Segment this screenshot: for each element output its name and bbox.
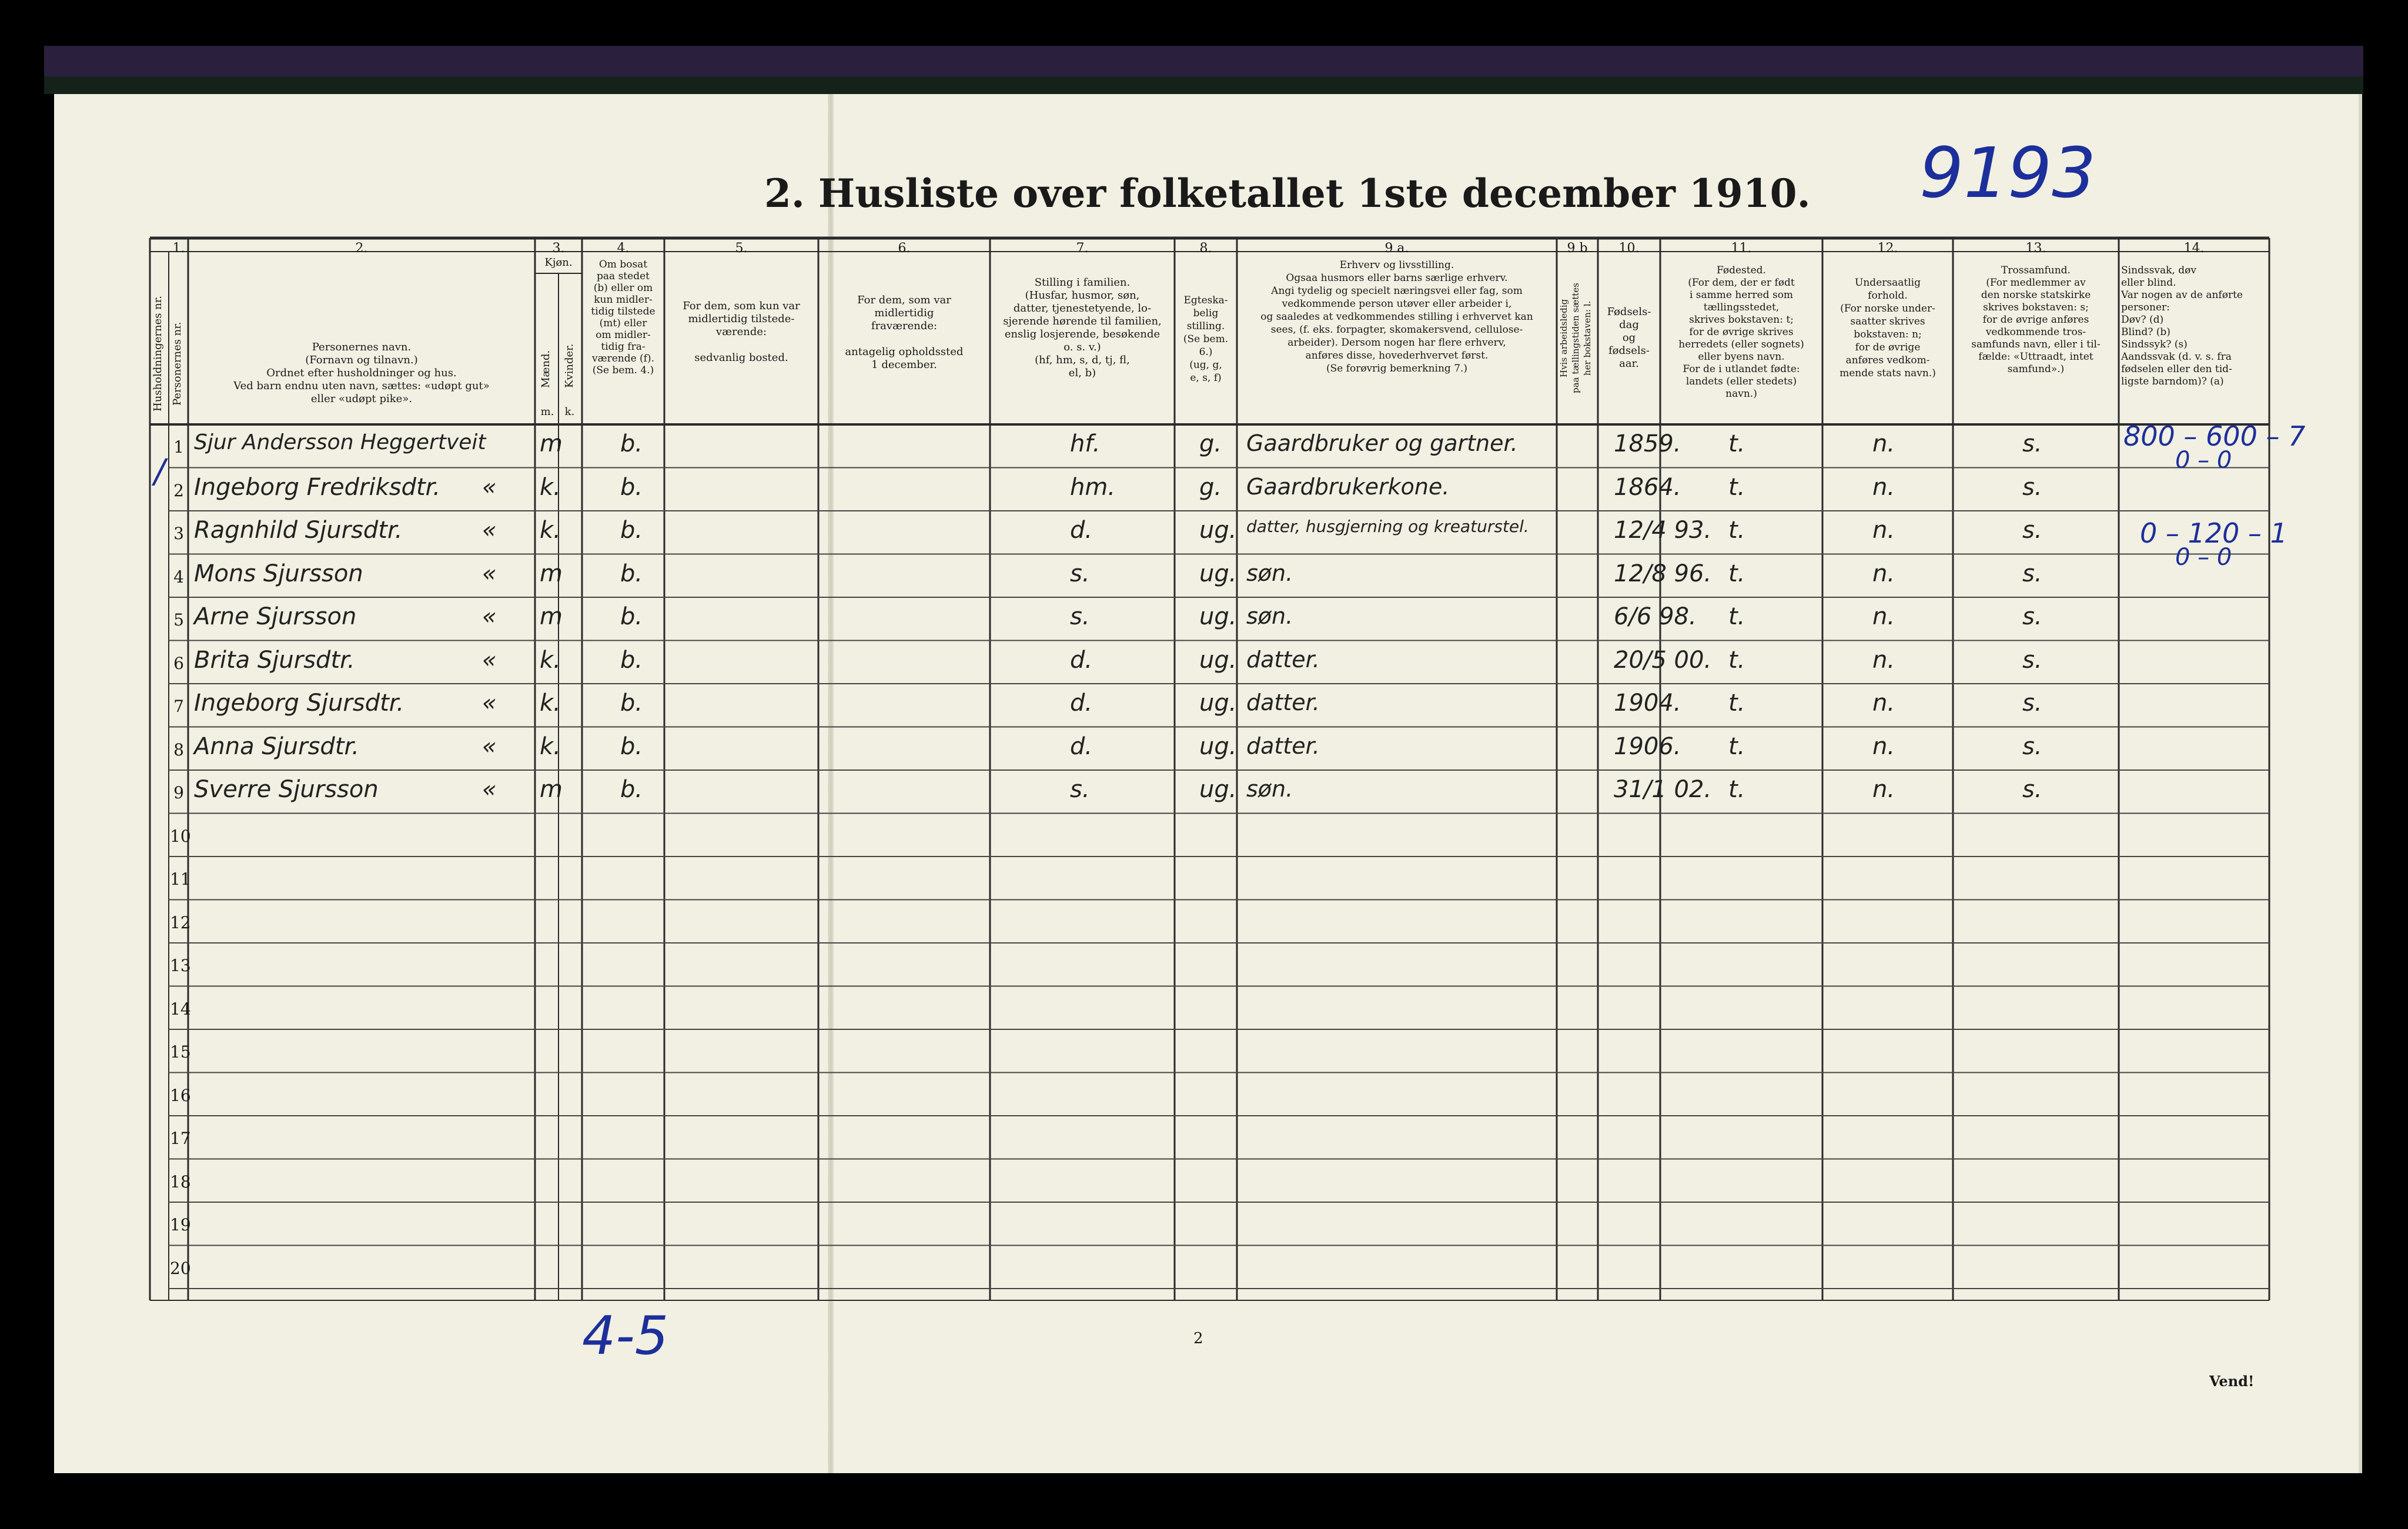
entry-birthplace: t. [1728,690,1745,717]
row-number: 19 [170,1215,191,1234]
entry-occupation: søn. [1246,603,1293,629]
header-citizenship: Undersaatlig forhold. (For norske under- saatter skrives bokstaven: n; for de øvrige anføres vedkom- mende stats navn.) [1840,277,1936,379]
row-number: 20 [170,1258,191,1278]
entry-occupation: datter. [1246,732,1320,759]
entry-occupation: søn. [1246,776,1293,802]
entry-marital-status: ug. [1199,560,1237,587]
archive-number: 9193 [1919,132,2096,213]
entry-ditto: « [482,473,497,501]
entry-family-position: d. [1070,646,1093,674]
entry-sex: k. [540,690,561,717]
entry-birthdate: 12/8 96. [1614,560,1712,587]
entry-occupation: datter. [1246,690,1320,715]
entry-family-position: s. [1070,603,1090,630]
entry-residence: b. [620,603,643,630]
row-number: 18 [170,1172,191,1192]
entry-religion: s. [2022,473,2042,501]
col-number: 9 a. [1384,241,1409,256]
col-number: 9 b [1567,241,1588,256]
row-number: 6 [173,653,184,673]
entry-marital-status: ug. [1199,603,1237,630]
entry-name: Ingeborg Fredriksdtr. [194,473,441,501]
entry-birthdate: 20/5 00. [1614,646,1712,674]
entry-religion: s. [2022,560,2042,587]
entry-name: Anna Sjursdtr. [194,732,359,760]
entry-birthdate: 6/6 98. [1614,603,1697,630]
row-number: 1 [173,437,184,457]
entry-citizenship: n. [1872,517,1895,544]
row-number: 5 [173,610,184,630]
row-number: 8 [173,740,184,760]
header-household-nr: Husholdningernes nr. [152,295,164,411]
header-m: m. [540,406,554,418]
entry-sex: k. [540,646,561,674]
entry-birthdate: 1859. [1614,430,1681,457]
entry-marital-status: g. [1199,430,1222,457]
entry-residence: b. [620,690,643,717]
row-number: 17 [170,1129,191,1148]
entry-sex: m [540,776,563,803]
entry-religion: s. [2022,646,2042,674]
entry-sex: k. [540,517,561,544]
entry-residence: b. [620,430,643,457]
header-family-position: Stilling i familien. (Husfar, husmor, søn, datter, tjenestetyende, lo- sjerende hørende til familien, enslig losjerende, besøkende o. s. v.) (hf, hm, s, d, tj, fl, el, b) [1003,276,1162,379]
entry-sex: m [540,430,563,457]
header-religion: Trossamfund. (For medlemmer av den norske statskirke skrives bokstaven: s; for de øvrige anføres vedkommende tros- samfunds navn, eller i til- fælde: «Uttraadt, intet samfund».) [1971,265,2101,375]
col-number: 2. [355,241,368,256]
entry-occupation: datter. [1246,646,1320,673]
entry-birthplace: t. [1728,603,1745,630]
entry-citizenship: n. [1872,473,1895,501]
entry-birthplace: t. [1728,732,1745,760]
entry-family-position: d. [1070,517,1093,544]
col-number: 7. [1076,241,1089,256]
header-k: k. [564,406,575,418]
entry-ditto: « [482,690,497,717]
col-number: 4. [617,241,630,256]
entry-name: Arne Sjursson [194,603,357,630]
entry-citizenship: n. [1872,776,1895,803]
header-temporary-location: For dem, som var midlertidig fraværende: antagelig opholdssted 1 december. [845,294,964,371]
entry-marital-status: ug. [1199,732,1237,760]
header-sex: Kjøn. [544,256,573,269]
entry-ditto: « [482,776,497,803]
col-number: 11. [1731,241,1752,256]
entry-name: Ragnhild Sjursdtr. [194,517,403,544]
entry-religion: s. [2022,732,2042,760]
header-men: Mænd. [540,350,552,388]
margin-note: 0 – 120 – 1 [2140,517,2287,549]
entry-birthdate: 1864. [1614,473,1681,501]
header-birthplace: Fødested. (For dem, der er født i samme herred som tællingsstedet, skrives bokstaven: t; for de øvrige skrives herredets (eller sognets) eller byens navn. For de i utlandet fødte: landets (eller stedets) navn.) [1678,265,1804,400]
entry-citizenship: n. [1872,732,1895,760]
entry-citizenship: n. [1872,690,1895,717]
entry-residence: b. [620,560,643,587]
margin-note: 800 – 600 – 7 [2123,420,2306,452]
sheet-title: 2. Husliste over folketallet 1ste december 1910. [764,170,1811,216]
page-number: 2 [1193,1330,1203,1347]
entry-residence: b. [620,473,643,501]
entry-citizenship: n. [1872,430,1895,457]
entry-religion: s. [2022,776,2042,803]
entry-family-position: hf. [1070,430,1101,457]
entry-religion: s. [2022,603,2042,630]
entry-religion: s. [2022,430,2042,457]
entry-sex: m [540,603,563,630]
entry-family-position: hm. [1070,473,1116,501]
entry-occupation: Gaardbruker og gartner. [1246,430,1518,456]
entry-ditto: « [482,517,497,544]
entry-residence: b. [620,646,643,674]
entry-family-position: s. [1070,776,1090,803]
row-number: 4 [173,567,184,587]
col-number: 10. [1618,241,1640,256]
entry-religion: s. [2022,690,2042,717]
entry-name: Sjur Andersson Heggertveit [194,430,486,454]
entry-residence: b. [620,517,643,544]
col-number: 3. [552,241,565,256]
row-number: 14 [170,999,191,1019]
turn-over-note: Vend! [2209,1373,2255,1390]
row-number: 12 [170,912,191,932]
entry-occupation: Gaardbrukerkone. [1246,473,1450,500]
entry-ditto: « [482,732,497,760]
header-usual-residence: For dem, som kun var midlertidig tilstede- værende: sedvanlig bosted. [683,300,800,364]
entry-ditto: « [482,560,497,587]
col-number: 5. [735,241,748,256]
header-marital-status: Egteska- belig stilling. (Se bem. 6.) (ug, g, e, s, f) [1183,295,1229,384]
col-number: 12. [1877,241,1898,256]
entry-citizenship: n. [1872,603,1895,630]
entry-birthdate: 1906. [1614,732,1681,760]
entry-citizenship: n. [1872,560,1895,587]
row-number: 11 [170,869,191,889]
entry-residence: b. [620,732,643,760]
entry-birthdate: 31/1 02. [1614,776,1712,803]
entry-marital-status: ug. [1199,517,1237,544]
entry-name: Brita Sjursdtr. [194,646,355,674]
entry-sex: k. [540,473,561,501]
col-number: 8. [1199,241,1212,256]
col-number: 6. [898,241,911,256]
entry-birthplace: t. [1728,646,1745,674]
margin-note: 0 – 0 [2175,544,2232,571]
entry-religion: s. [2022,517,2042,544]
header-person-nr: Personernes nr. [171,322,183,406]
entry-occupation: datter, husgjerning og kreaturstel. [1246,517,1529,536]
entry-name: Sverre Sjursson [194,776,379,803]
entry-ditto: « [482,603,497,630]
household-mark: / [154,453,165,491]
row-number: 2 [173,480,184,500]
col-number: 13. [2025,241,2046,256]
entry-sex: k. [540,732,561,760]
row-number: 9 [173,783,184,802]
entry-family-position: s. [1070,560,1090,587]
entry-marital-status: ug. [1199,690,1237,717]
entry-birthdate: 12/4 93. [1614,517,1712,544]
col-number: 14. [2183,241,2205,256]
header-occupation: Erhverv og livsstilling. Ogsaa husmors eller barns særlige erhverv. Angi tydelig og specielt næringsvei eller fag, som vedkommende person utøver eller arbeider i, og saaledes at vedkommendes stilling i erhvervet kan sees, (f. eks. forpagter, skomakersvend, cellulose- arbeider). Dersom nogen har flere erhverv, anføres disse, hovederhvervet først. (Se forøvrig bemerkning 7.) [1260,259,1533,374]
entry-birthplace: t. [1728,776,1745,803]
row-number: 10 [170,826,191,846]
header-residence: Om bosat paa stedet (b) eller om kun midler- tidig tilstede (mt) eller om midler- tidig fra- værende (f). (Se bem. 4.) [591,259,655,376]
row-number: 3 [173,524,184,543]
entry-occupation: søn. [1246,560,1293,586]
header-disability: Sindssvak, døv eller blind. Var nogen av de anførte personer: Døv? (d) Blind? (b) Sindssyk? (s) Aandssvak (d. v. s. fra fødselen eller den tid- ligste barndom)? (a) [2121,265,2243,387]
row-number: 13 [170,956,191,975]
entry-family-position: d. [1070,690,1093,717]
entry-marital-status: g. [1199,473,1222,501]
entry-marital-status: ug. [1199,646,1237,674]
header-birthdate: Fødsels- dag og fødsels- aar. [1607,306,1651,370]
header-name: Personernes navn. (Fornavn og tilnavn.) Ordnet efter husholdninger og hus. Ved barn endnu uten navn, sættes: «udøpt gut» eller «udøpt pike». [233,341,490,405]
col-number: 1. [172,241,185,256]
entry-name: Mons Sjursson [194,560,363,587]
header-women: Kvinder. [563,343,576,388]
entry-ditto: « [482,646,497,674]
margin-note: 0 – 0 [2175,447,2232,474]
entry-birthdate: 1904. [1614,690,1681,717]
header-unemployed: Hvis arbeidsledig paa tællingstiden sættes her bokstaven: l. [1558,283,1593,393]
entry-birthplace: t. [1728,560,1745,587]
entry-citizenship: n. [1872,646,1895,674]
row-number: 7 [173,697,184,716]
entry-name: Ingeborg Sjursdtr. [194,690,404,717]
entry-residence: b. [620,776,643,803]
row-number: 15 [170,1042,191,1062]
entry-marital-status: ug. [1199,776,1237,803]
bottom-pencil-note: 4-5 [582,1305,668,1367]
entry-family-position: d. [1070,732,1093,760]
row-number: 16 [170,1085,191,1105]
entry-birthplace: t. [1728,430,1745,457]
entry-birthplace: t. [1728,473,1745,501]
entry-sex: m [540,560,563,587]
entry-birthplace: t. [1728,517,1745,544]
